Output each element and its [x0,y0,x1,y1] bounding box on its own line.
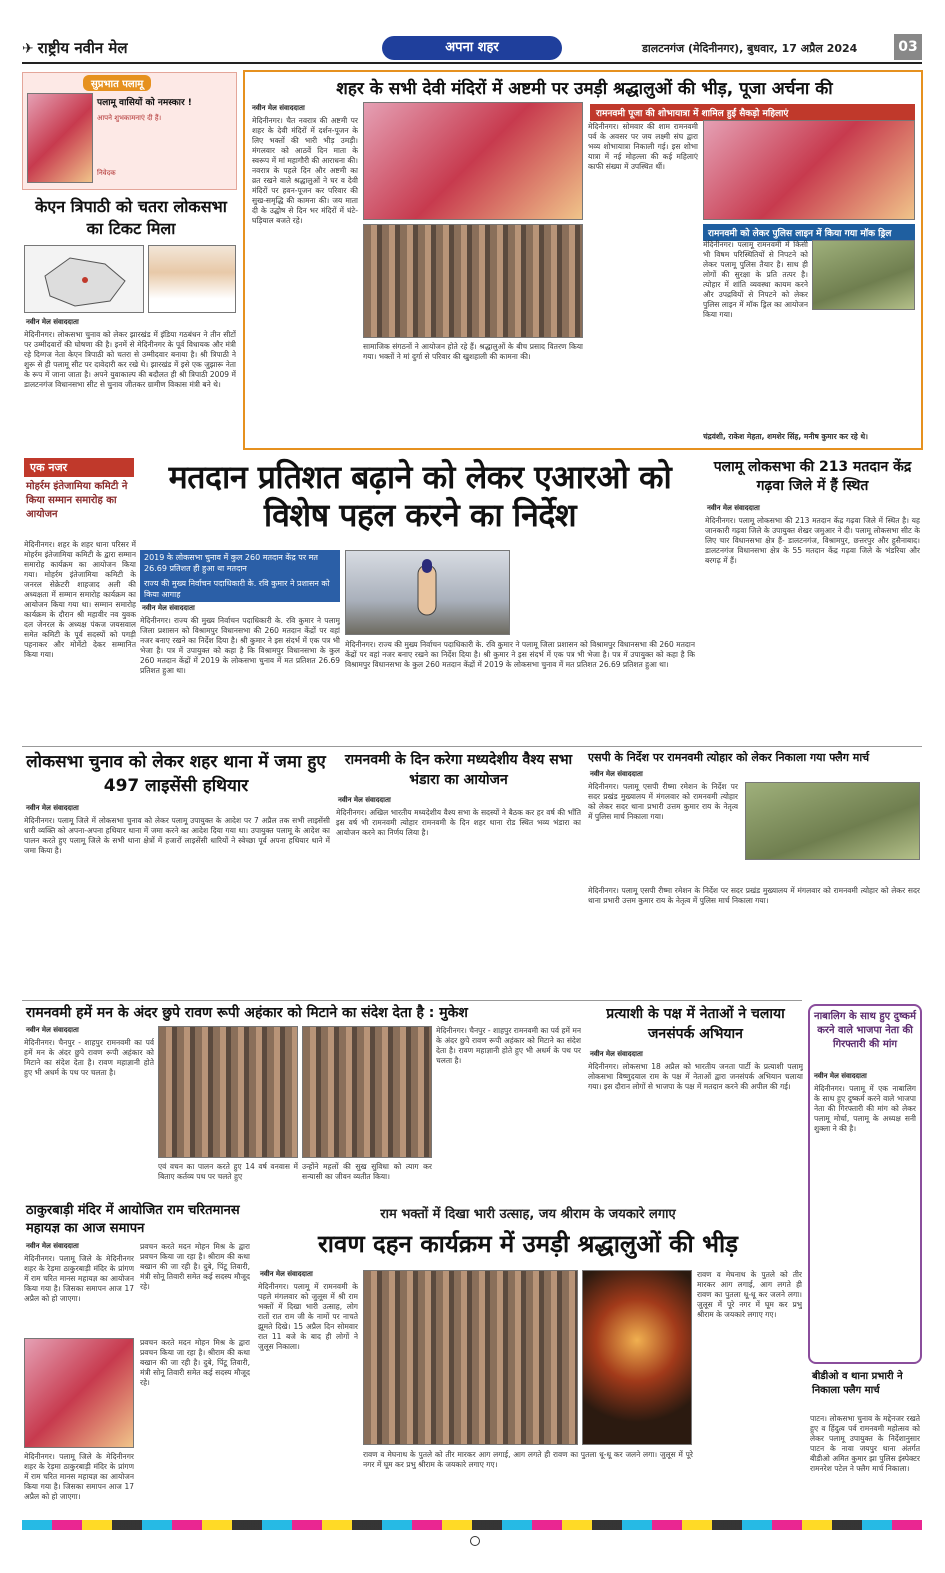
flag-march-headline: एसपी के निर्देश पर रामनवमी त्योहार को लेकर निकाला गया फ्लैग मार्च [588,751,870,764]
girl-body: मेदिनीनगर। पलामू में एक नाबालिग के साथ हुए दुष्कर्म करने वाले भाजपा नेता की गिरफ्तारी की मांग को लेकर पलामू मोर्चा, पलामू के अध्यक्ष सनी शुक्ला ने की है। [814,1084,916,1133]
mahayagya-photo [24,1338,134,1448]
main-highlight-1: 2019 के लोकसभा चुनाव में कुल 260 मतदान केंद्र पर मत 26.69 प्रतिशत ही हुआ था मतदान [140,550,340,576]
polling-body: मेदिनीनगर। पलामू लोकसभा की 213 मतदान केंद्र गढ़वा जिले में स्थित है। यह जानकारी गढ़वा जिले के उपायुक्त शेखर जमुआर ने दी। पलामू लोकसभा सीट के लिए चार विधानसभा क्षेत्र हैं- डालटनगंज, विश्रामपुर, छत्तरपुर और हुसैनाबाद। डालटनगंज विधानसभा क्षेत्र के 55 मतदान केंद्र गढ़वा जिले के भंडरिया और बरगढ़ में हैं। [705,516,920,565]
ramnavami-women-label: रामनवमी पूजा की शोभायात्रा में शामिल हुईं सैकड़ो महिलाएं [590,104,915,121]
mock-drill-names: चंद्रवंशी, राकेश मेहता, शमशेर सिंह, मनीष कुमार कर रहे थे। [703,432,868,441]
mahayagya-body-3: प्रवचन करते मदन मोहन मिश्र के द्वारा प्रवचन किया जा रहा है। श्रीराम की कथा बखान की जा रही है। दुबे, पिंटू तिवारी, मंत्री सोनू तिवारी समेत कई सदस्य मौजूद रहे। [140,1338,250,1387]
bdo-headline: बीडीओ व थाना प्रभारी ने निकाला फ्लैग मार्च [812,1371,903,1396]
ravan-body-2: रावण व मेघनाथ के पुतले को तीर मारकर आग लगाई, आग लगते ही रावण का पुतला धू-धू कर जलने लगा। जुलूस में पूरे नगर में घूम कर प्रभु श्रीराम के जयकारे लगाए गए। [363,1450,693,1469]
mukesh-byline: नवीन मेल संवाददाता [26,1026,79,1034]
ravan-kicker: राम भक्तों में दिखा भारी उत्साह, जय श्रीराम के जयकारे लगाए [380,1207,676,1222]
tripathi-headline: केएन त्रिपाठी को चतरा लोकसभा का टिकट मिला [35,197,227,238]
color-registration-bar [22,1520,922,1530]
registration-mark-icon [470,1536,480,1546]
main-highlight-2: राज्य की मुख्य निर्वाचन पदाधिकारी के. रवि कुमार ने प्रशासन को किया आगाह [140,576,340,602]
license-body: मेदिनीनगर। पलामू जिले में लोकसभा चुनाव को लेकर पलामू उपायुक्त के आदेश पर 7 अप्रैल तक सभी लाइसेंसी धारी व्यक्ति को अपना-अपना हथियार थाना में जमा करने का आदेश दिया गया था। उपायुक्त पलामू के आदेश का पालन करते हुए पलामू जिले के सभी थाना क्षेत्रों में हजारों लाइसेंसी धारियों ने स्वेच्छा पूर्व अपना हथियार थाने में जमा किया है। [24,816,330,855]
ek-nazar-headline: मोहर्रम इंतेजामिया कमिटी ने किया सम्मान समारोह का आयोजन [26,481,128,520]
ashtami-byline: नवीन मेल संवाददाता [252,104,305,112]
ek-nazar-label: एक नजर [24,458,134,477]
mahayagya-body: मेदिनीनगर। पलामू जिले के मेदिनीनगर शहर के रेड़मा ठाकुरबाड़ी मंदिर के प्रांगण में राम चरित मानस महायज्ञ का आयोजन किया गया है। जिसका समापन आज 17 अप्रैल को हो जाएगा। [24,1254,134,1303]
mukesh-headline: रामनवमी हमें मन के अंदर छुपे रावण रूपी अहंकार को मिटाने का संदेश देता है : मुकेश [26,1005,468,1021]
polling-headline: पलामू लोकसभा की 213 मतदान केंद्र गढ़वा जिले में हैं स्थित [713,459,912,494]
greeting-label: सुप्रभात पलामू [83,75,151,91]
ravan-effigy-photo [582,1270,692,1445]
page-number: 03 [894,34,922,60]
main-byline: नवीन मेल संवाददाता [142,604,195,612]
dateline: डालटनगंज (मेदिनीनगर), बुधवार, 17 अप्रैल 2024 [642,42,858,55]
tripathi-photo [148,245,236,313]
mock-drill-label: रामनवमी को लेकर पुलिस लाइन में किया गया मॉक ड्रिल [703,224,915,241]
tripathi-byline: नवीन मेल संवाददाता [26,318,79,326]
ashtami-headline: शहर के सभी देवी मंदिरों में अष्टमी पर उमड़ी श्रद्धालुओं की भीड़, पूजा अर्चना की [336,79,833,99]
ravan-byline: नवीन मेल संवाददाता [260,1270,313,1278]
main-body-continued: मेदिनीनगर। राज्य की मुख्य निर्वाचन पदाधिकारी के. रवि कुमार ने पलामू जिला प्रशासन को विश्रामपुर विधानसभा की 260 मतदान केंद्रों पर वहां नजर बनाए रखने का निर्देश दिया है। श्री कुमार ने इस संदर्भ में एक पत्र भी भेजा है। पत्र में उपायुक्त को कहा है कि विश्रामपुर विधानसभा के कुल 260 मतदान केंद्रों में 2019 के लोकसभा चुनाव में मत प्रतिशत 26.69 प्रतिशत हुआ था। [345,640,695,669]
ravan-body: मेदिनीनगर। पलामू में रामनवमी के पहले मंगलवार को जुलूस में श्री राम भक्तों में दिखा भारी उत्साह, लोग रातों रात राम जी के नामों पर नाचते झूमते दिखे। 15 अप्रैल दिन सोमवार रात 11 बजे के बाद ही लोगों ने जुलूस निकाला। [258,1282,358,1351]
divider-1 [22,746,922,747]
women-procession-photo [703,120,915,220]
mahayagya-body-4: मेदिनीनगर। पलामू जिले के मेदिनीनगर शहर के रेड़मा ठाकुरबाड़ी मंदिर के प्रांगण में राम चरित मानस महायज्ञ का आयोजन किया गया है। जिसका समापन आज 17 अप्रैल को हो जाएगा। [24,1452,134,1501]
voting-hand-image [345,550,510,635]
jharkhand-map-icon [25,246,145,314]
mukesh-caption-2: उन्होंने महलों की सुख सुविधा को त्याग कर सन्यासी का जीवन व्यतीत किया। [302,1162,432,1181]
bdo-body: पाटन। लोकसभा चुनाव के मद्देनजर रखते हुए व हिंदुत्व पर्व रामनवमी महोत्सव को लेकर पलामू उपायुक्त के निर्देशानुसार पाटन के नावा जयपुर थाना अंतर्गत बीडीओ अमित कुमार झा पुलिस इंस्पेक्टर रामनरेश पटेल ने फ्लैग मार्च निकाला। [810,1414,920,1473]
tripathi-body: मेदिनीनगर। लोकसभा चुनाव को लेकर झारखंड में इंडिया गठबंधन ने तीन सीटों पर उम्मीदवारों की घोषणा की है। इनमें से मेदिनीनगर के पूर्व विधायक और मंत्री रहे दिग्गज नेता केएन त्रिपाठी को चतरा से उम्मीदवार बनाया है। श्री त्रिपाठी ने शुरू से ही पलामू सीट पर दावेदारी कर रखे थे। झारखंड में इसे एक जुझारू नेता के रूप में जाना जाता है। अपने युवाकाल्प की बदौलत ही श्री त्रिपाठी 2009 में डालटनगंज विधानसभा सीट से चुनाव जीतकर ग्रामीण विकास मंत्री बने थे। [24,330,236,389]
map-image [24,245,144,313]
girl-headline: नाबालिग के साथ हुए दुष्कर्म करने वाले भाजपा नेता की गिरफ्तारी की मांग [814,1011,916,1050]
mukesh-body: मेदिनीनगर। चैनपुर - शाहपुर रामनवमी का पर्व हमें मन के अंदर छुपे रावण रूपी अहंकार को मिटाने का संदेश देता है। रावण महाज्ञानी होते हुए भी अधर्म के पथ पर चलता है। [24,1038,154,1077]
flag-march-body-2: मेदिनीनगर। पलामू एसपी रीष्मा रमेशन के निर्देश पर सदर प्रखंड मुख्यालय में मंगलवार को रामनवमी त्योहार को लेकर सदर थाना प्रभारी उत्तम कुमार राय के नेतृत्व में पुलिस मार्च निकाला गया। [588,886,920,905]
masthead [22,34,922,64]
mahayagya-body-2: प्रवचन करते मदन मोहन मिश्र के द्वारा प्रवचन किया जा रहा है। श्रीराम की कथा बखान की जा रही है। दुबे, पिंटू तिवारी, मंत्री सोनू तिवारी समेत कई सदस्य मौजूद रहे। [140,1242,250,1291]
mukesh-caption-1: एवं वचन का पालन करते हुए 14 वर्ष वनवास में बिताए कर्तव्य पथ पर चलते हुए [158,1162,298,1181]
girl-byline: नवीन मेल संवाददाता [814,1072,867,1080]
ravan-body-3: रावण व मेघनाथ के पुतले को तीर मारकर आग लगाई, आग लगते ही रावण का पुतला धू-धू कर जलने लगा। जुलूस में पूरे नगर में घूम कर प्रभु श्रीराम के जयकारे लगाए गए। [697,1270,802,1319]
devotees-photo [363,224,583,338]
flag-march-byline: नवीन मेल संवाददाता [590,770,643,778]
ashtami-body-3: मेदिनीनगर। सोमवार की शाम रामनवमी पर्व के अवसर पर जय लक्ष्मी संघ द्वारा भव्य शोभायात्रा निकाली गई। इस शोभा यात्रा में नई मोहल्ला की कई महिलाएं काफी संख्या में उपस्थित थीं। [588,122,698,171]
ravan-headline: रावण दहन कार्यक्रम में उमड़ी श्रद्धालुओं की भीड़ [317,1230,739,1258]
temple-photo [363,102,583,220]
vaishya-headline: रामनवमी के दिन करेगा मध्यदेशीय वैश्य सभा भंडारा का आयोजन [344,752,573,788]
main-body: मेदिनीनगर। राज्य की मुख्य निर्वाचन पदाधिकारी के. रवि कुमार ने पलामू जिला प्रशासन को विश्रामपुर विधानसभा की 260 मतदान केंद्रों पर वहां नजर बनाए रखने का निर्देश दिया है। श्री कुमार ने इस संदर्भ में एक पत्र भी भेजा है। पत्र में उपायुक्त को कहा है कि विश्रामपुर विधानसभा के कुल 260 मतदान केंद्रों में 2019 के लोकसभा चुनाव में मत प्रतिशत 26.69 प्रतिशत हुआ था। [140,616,340,675]
mock-drill-body: मेदिनीनगर। पलामू रामनवमी में किसी भी विषम परिस्थितियों से निपटने को लेकर पलामू पुलिस तैयार है। साथ ही लोगों की सुरक्षा के प्रति तत्पर है। त्योहार में शांति व्यवस्था कायम करने और उपद्रवियों से निपटने को लेकर पुलिस लाइन में मॉक ड्रिल का आयोजन किया गया। [703,240,808,319]
divider-2 [22,1000,802,1001]
section-label: अपना शहर [382,36,562,60]
ink-finger-icon [346,551,511,636]
mahayagya-byline: नवीन मेल संवाददाता [26,1242,79,1250]
paper-name [22,38,128,58]
flag-march-photo [745,782,920,860]
jansampark-body: मेदिनीनगर। लोकसभा 18 अप्रैल को भारतीय जनता पार्टी के प्रत्याशी पलामू लोकसभा विष्णुदयाल राम के पक्ष में नेताओं द्वारा जनसंपर्क अभियान चलाया गया। इस दौरान लोगों से भाजपा के पक्ष में मतदान करने की अपील की गई। [588,1062,803,1091]
bird-logo-icon: ✈ [22,41,34,57]
greeting-message: आपने शुभकामनाएं दी हैं। [97,114,162,122]
mukesh-body-2: मेदिनीनगर। चैनपुर - शाहपुर रामनवमी का पर्व हमें मन के अंदर छुपे रावण रूपी अहंकार को मिटाने का संदेश देता है। रावण महाज्ञानी होते हुए भी अधर्म के पथ पर चलता है। [436,1026,581,1065]
mukesh-photo-1 [158,1026,298,1158]
license-byline: नवीन मेल संवाददाता [26,804,79,812]
mahayagya-headline: ठाकुरबाड़ी मंदिर में आयोजित राम चरितमानस महायज्ञ का आज समापन [26,1203,240,1236]
vaishya-byline: नवीन मेल संवाददाता [338,796,391,804]
greeting-footer: निवेदक [97,169,116,177]
crowd-photo [363,1270,578,1445]
ek-nazar-body: मेदिनीनगर। शहर के शहर थाना परिसर में मोहर्रम इंतेजामिया कमिटी के द्वारा सम्मान समारोह कार्यक्रम का आयोजन किया गया। मोहर्रम इंतेजामिया कमिटी के जनरल सेक्रेटरी शाहजाद अली की अध्यक्षता में सम्मान समारोह कार्यक्रम का आयोजन किया गया था। सम्मान समारोह कार्यक्रम के दौरान श्री महावीर नव युवक दल जेनरल के अध्यक्ष पंकज जयसवाल समेत कमिटी के पूर्व सदस्यों को पगड़ी पहनाकर और मोमेंटो देकर सम्मानित किया गया। [24,540,136,659]
mock-drill-photo [812,240,915,310]
flag-march-body: मेदिनीनगर। पलामू एसपी रीष्मा रमेशन के निर्देश पर सदर प्रखंड मुख्यालय में मंगलवार को रामनवमी त्योहार को लेकर सदर थाना प्रभारी उत्तम कुमार राय के नेतृत्व में पुलिस मार्च निकाला गया। [588,782,738,821]
jansampark-headline: प्रत्याशी के पक्ष में नेताओं ने चलाया जनसंपर्क अभियान [606,1006,785,1042]
ashtami-body-2: सामाजिक संगठनों ने आयोजन होते रहे हैं। श्रद्धालुओं के बीच प्रसाद वितरण किया गया। भक्तों ने मां दुर्गा से परिवार की खुशहाली की कामना की। [363,342,583,361]
vaishya-body: मेदिनीनगर। अखिल भारतीय मध्यदेशीय वैश्य सभा के सदस्यों ने बैठक कर हर वर्ष की भाँति इस वर्ष भी रामनवमी त्योहार रामनवमी के दिन शहर थाना रोड स्थित भव्य भंडारा का आयोजन करने का निर्णय लिया है। [336,808,581,837]
polling-byline: नवीन मेल संवाददाता [707,504,760,512]
greeting-portrait [27,93,93,183]
jansampark-byline: नवीन मेल संवाददाता [590,1050,643,1058]
main-headline: मतदान प्रतिशत बढ़ाने को लेकर एआरओ को विशेष पहल करने का निर्देश [168,458,672,534]
greeting-salutation: पलामू वासियों को नमस्कार ! [97,98,192,108]
mukesh-photo-2 [302,1026,432,1158]
ashtami-body-1: मेदिनीनगर। चैत नवरात्र की अष्टमी पर शहर के देवी मंदिरों में दर्शन-पूजन के लिए भक्तों की भारी भीड़ उमड़ी। मंगलवार को आठवें दिन माता के स्वरूप में मां महागौरी की आराधना की। नवरात्र के पहले दिन और अष्टमी का व्रत रखने वाले श्रद्धालुओं ने घर व देवी मंदिरों पर हवन-पूजन कर परिवार की सुख-समृद्धि की कामना की। जय माता दी के उद्घोष से दिन भर मंदिरों में घंटे-घड़ियाल बजते रहे। [252,116,358,225]
license-headline: लोकसभा चुनाव को लेकर शहर थाना में जमा हुए 497 लाइसेंसी हथियार [26,752,326,796]
paper-name-text: राष्ट्रीय नवीन मेल [37,39,128,57]
greeting-box [22,72,237,190]
